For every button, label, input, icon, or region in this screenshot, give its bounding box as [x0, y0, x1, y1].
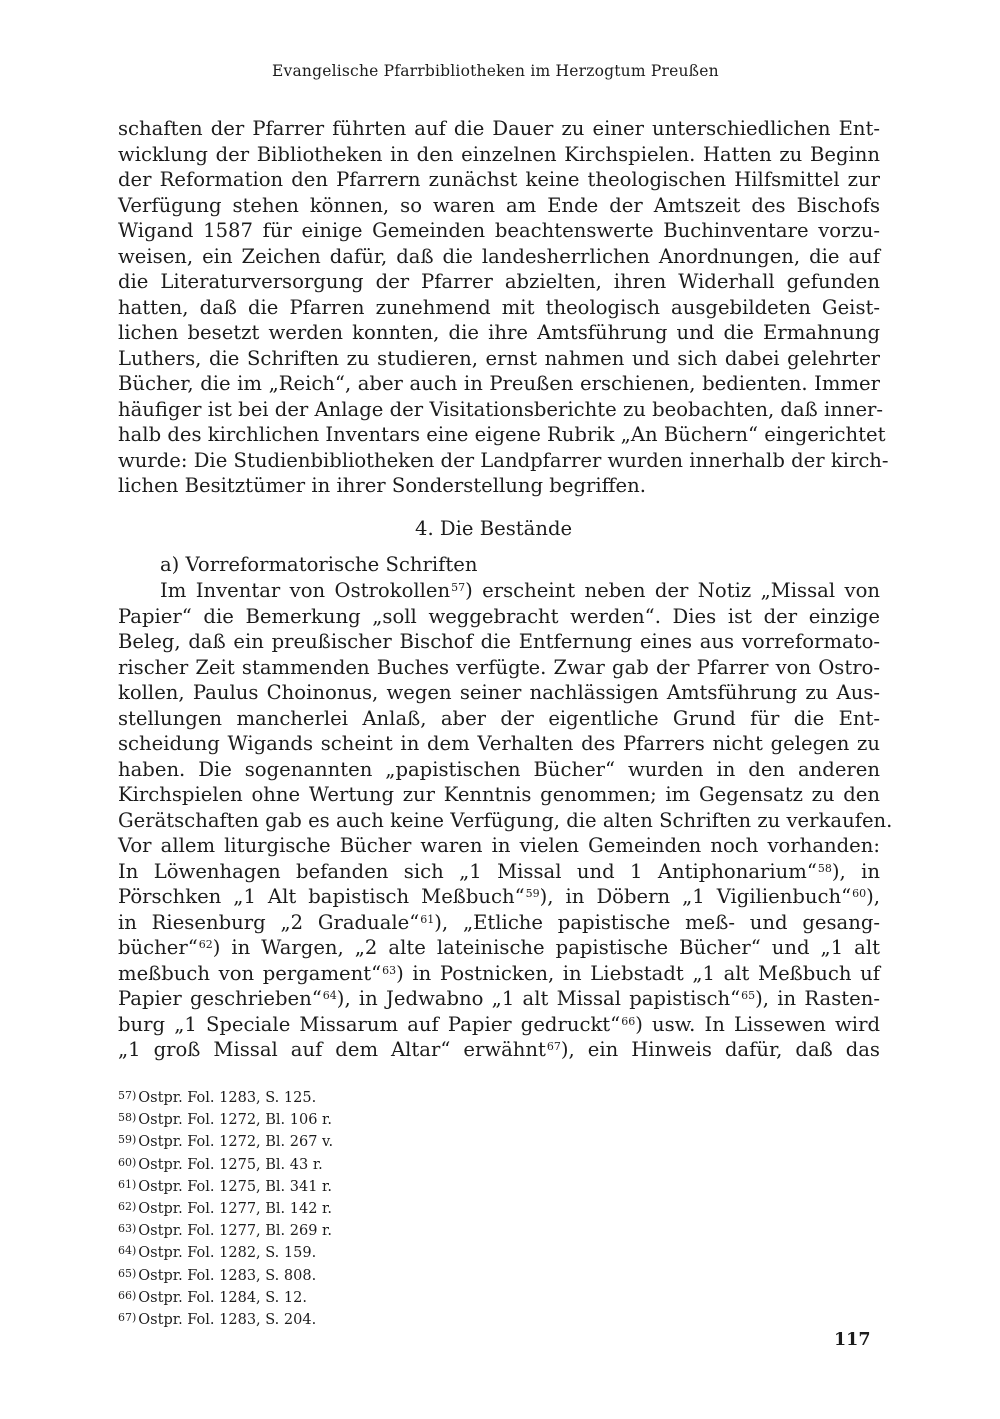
footnote-number: 65)	[118, 1266, 137, 1280]
paragraph-2	[118, 578, 893, 1063]
text-line	[118, 604, 880, 630]
footnote-text: Ostpr. Fol. 1275, Bl. 341 r.	[138, 1178, 333, 1195]
footnote-item	[118, 1241, 518, 1263]
footnote-item	[118, 1130, 518, 1152]
text-line: halb des kirchlichen Inventars eine eigene Rubrik „An Büchern“ eingerichtet	[118, 423, 886, 446]
text-line	[118, 935, 880, 961]
footnote-number: 63)	[118, 1222, 137, 1236]
section-heading: 4. Die Bestände	[415, 517, 573, 540]
footnote-marker: 62	[198, 938, 213, 951]
footnote-marker: 65	[741, 989, 756, 1002]
text-line: Luthers, die Schriften zu studieren, ernst nahmen und sich dabei gelehrter	[118, 346, 880, 370]
text-segment: ) in Postnicken, in Liebstadt „1 alt Meßbuch uf	[396, 961, 880, 985]
text-line	[118, 1012, 880, 1038]
text-segment: stellungen mancherlei Anlaß, aber der eigentliche Grund für die Ent-	[118, 706, 880, 730]
footnotes	[118, 1086, 518, 1330]
footnote-marker: 66	[621, 1014, 636, 1028]
text-segment: burg „1 Speciale Missarum auf Papier gedruckt“	[118, 1012, 621, 1036]
footnote-text: Ostpr. Fol. 1282, S. 159.	[138, 1245, 317, 1262]
text-segment: Gerätschaften gab es auch keine Verfügung, die alten Schriften zu verkaufen.	[118, 808, 893, 832]
text-line: lichen Besitztümer in ihrer Sonderstellung begriffen.	[118, 474, 646, 497]
text-segment: In Löwenhagen befanden sich „1 Missal und 1 Antiphonarium“	[118, 859, 817, 883]
text-segment: „1 groß Missal auf dem Altar“ erwähnt	[118, 1038, 546, 1061]
footnote-marker: 59	[525, 887, 540, 900]
footnote-text: Ostpr. Fol. 1283, S. 125.	[138, 1090, 317, 1106]
text-line	[118, 859, 880, 885]
text-segment: ) usw. In Lissewen wird	[635, 1012, 880, 1036]
footnote-item	[118, 1308, 518, 1330]
text-segment: rischer Zeit stammenden Buches verfügte. Zwar gab der Pfarrer von Ostro-	[118, 655, 880, 679]
text-line: Verfügung stehen können, so waren am Ende der Amtszeit des Bischofs	[118, 193, 880, 217]
text-segment: meßbuch von pergament“	[118, 961, 382, 985]
text-segment: ), in Döbern „1 Vigilienbuch“	[539, 885, 852, 908]
footnote-number: 62)	[118, 1200, 137, 1214]
footnote-text: Ostpr. Fol. 1272, Bl. 106 r.	[138, 1112, 333, 1129]
page-number: 117	[834, 1330, 871, 1350]
footnote-text: Ostpr. Fol. 1277, Bl. 142 r.	[138, 1201, 333, 1218]
text-line	[118, 782, 880, 808]
text-line: der Reformation den Pfarrern zunächst keine theologischen Hilfsmittel zur	[118, 168, 880, 191]
text-line	[118, 629, 880, 655]
text-line	[118, 680, 880, 706]
footnote-item	[118, 1086, 518, 1108]
footnote-marker: 67	[546, 1040, 561, 1053]
text-line: Wigand 1587 für einige Gemeinden beachtenswerte Buchinventare vorzu-	[118, 219, 880, 242]
text-segment: kollen, Paulus Choinonus, wegen seiner nachlässigen Amtsführung zu Aus-	[118, 681, 880, 704]
footnote-marker: 57	[451, 581, 466, 594]
text-line	[118, 910, 880, 936]
text-line	[118, 757, 880, 783]
running-head: Evangelische Pfarrbibliotheken im Herzogtum Preußen	[272, 62, 719, 80]
footnote-item	[118, 1264, 518, 1286]
footnote-item	[118, 1108, 518, 1130]
text-line: wurde: Die Studienbibliotheken der Landpfarrer wurden innerhalb der kirch-	[118, 448, 889, 472]
text-segment: Im Inventar von Ostrokollen	[160, 579, 451, 602]
footnote-number: 64)	[118, 1244, 137, 1258]
text-line: lichen besetzt werden konnten, die ihre Amtsführung und die Ermahnung	[118, 321, 880, 344]
text-line: hatten, daß die Pfarren zunehmend mit theologisch ausgebildeten Geist-	[118, 295, 880, 319]
text-segment: ), „Etliche papistische meß- und gesang-	[434, 910, 880, 934]
text-segment: scheidung Wigands scheint in dem Verhalten des Pfarrers nicht gelegen zu	[118, 732, 880, 755]
text-segment: in Riesenburg „2 Graduale“	[118, 910, 420, 934]
footnote-text: Ostpr. Fol. 1284, S. 12.	[138, 1289, 307, 1306]
footnote-number: 61)	[118, 1177, 137, 1191]
text-line	[118, 731, 880, 757]
text-segment: ),	[866, 885, 880, 908]
text-segment: ) in Wargen, „2 alte lateinische papistische Bücher“ und „1 alt	[212, 936, 880, 959]
text-segment: haben. Die sogenannten „papistischen Bücher“ wurden in den anderen	[118, 757, 880, 781]
footnote-number: 57)	[118, 1089, 137, 1102]
text-line	[118, 706, 880, 732]
footnote-marker: 64	[322, 989, 337, 1002]
text-segment: bücher“	[118, 936, 198, 959]
text-line	[118, 655, 880, 681]
footnote-text: Ostpr. Fol. 1277, Bl. 269 r.	[138, 1223, 333, 1240]
text-line: schaften der Pfarrer führten auf die Dauer zu einer unterschiedlichen Ent-	[118, 117, 880, 140]
paragraph-1	[118, 116, 889, 499]
text-segment: Papier geschrieben“	[118, 987, 322, 1010]
footnote-number: 66)	[118, 1288, 137, 1302]
footnote-number: 60)	[118, 1155, 137, 1169]
footnote-number: 67)	[118, 1311, 137, 1325]
text-line: die Literaturversorgung der Pfarrer abzielten, ihren Widerhall gefunden	[118, 270, 880, 293]
footnote-number: 59)	[118, 1133, 137, 1147]
footnote-text: Ostpr. Fol. 1272, Bl. 267 v.	[138, 1134, 334, 1151]
text-segment: ) erscheint neben der Notiz „Missal von	[465, 579, 880, 602]
text-line	[118, 986, 880, 1012]
footnote-item	[118, 1153, 518, 1175]
footnote-marker: 61	[420, 912, 435, 926]
text-line	[118, 808, 893, 834]
text-line	[118, 884, 880, 910]
footnote-marker: 60	[852, 887, 867, 900]
text-segment: Kirchspielen ohne Wertung zur Kenntnis genommen; im Gegensatz zu den	[118, 783, 880, 806]
footnote-item	[118, 1219, 518, 1241]
footnote-item	[118, 1197, 518, 1219]
text-segment: Pörschken „1 Alt bapistisch Meßbuch“	[118, 885, 525, 908]
text-line: wicklung der Bibliotheken in den einzelnen Kirchspielen. Hatten zu Beginn	[118, 142, 880, 166]
text-segment: ), in Rasten-	[755, 987, 880, 1010]
text-line	[118, 578, 880, 604]
footnote-text: Ostpr. Fol. 1283, S. 204.	[138, 1312, 317, 1329]
footnote-number: 58)	[118, 1111, 137, 1125]
text-line	[118, 961, 880, 987]
text-line	[118, 1037, 880, 1063]
text-segment: ), ein Hinweis dafür, daß das	[560, 1038, 880, 1061]
text-line: weisen, ein Zeichen dafür, daß die landesherrlichen Anordnungen, die auf	[118, 244, 880, 268]
text-segment: Papier“ die Bemerkung „soll weggebracht werden“. Dies ist der einzige	[118, 604, 880, 628]
text-segment: Vor allem liturgische Bücher waren in vielen Gemeinden noch vorhanden:	[118, 834, 880, 857]
footnote-item	[118, 1286, 518, 1308]
text-segment: Beleg, daß ein preußischer Bischof die Entfernung eines aus vorreformato-	[118, 630, 880, 653]
footnote-text: Ostpr. Fol. 1283, S. 808.	[138, 1267, 317, 1284]
footnote-text: Ostpr. Fol. 1275, Bl. 43 r.	[138, 1156, 323, 1173]
footnote-marker: 63	[382, 963, 397, 977]
text-line	[118, 833, 880, 859]
footnote-item	[118, 1175, 518, 1197]
text-line: Bücher, die im „Reich“, aber auch in Preußen erschienen, bedienten. Immer	[118, 372, 880, 395]
text-line: häufiger ist bei der Anlage der Visitationsberichte zu beobachten, daß inner-	[118, 397, 884, 421]
subsection-heading: a) Vorreformatorische Schriften	[160, 553, 478, 576]
text-segment: ), in	[831, 859, 880, 883]
footnote-marker: 58	[817, 861, 832, 875]
text-segment: ), in Jedwabno „1 alt Missal papistisch“	[336, 987, 741, 1010]
